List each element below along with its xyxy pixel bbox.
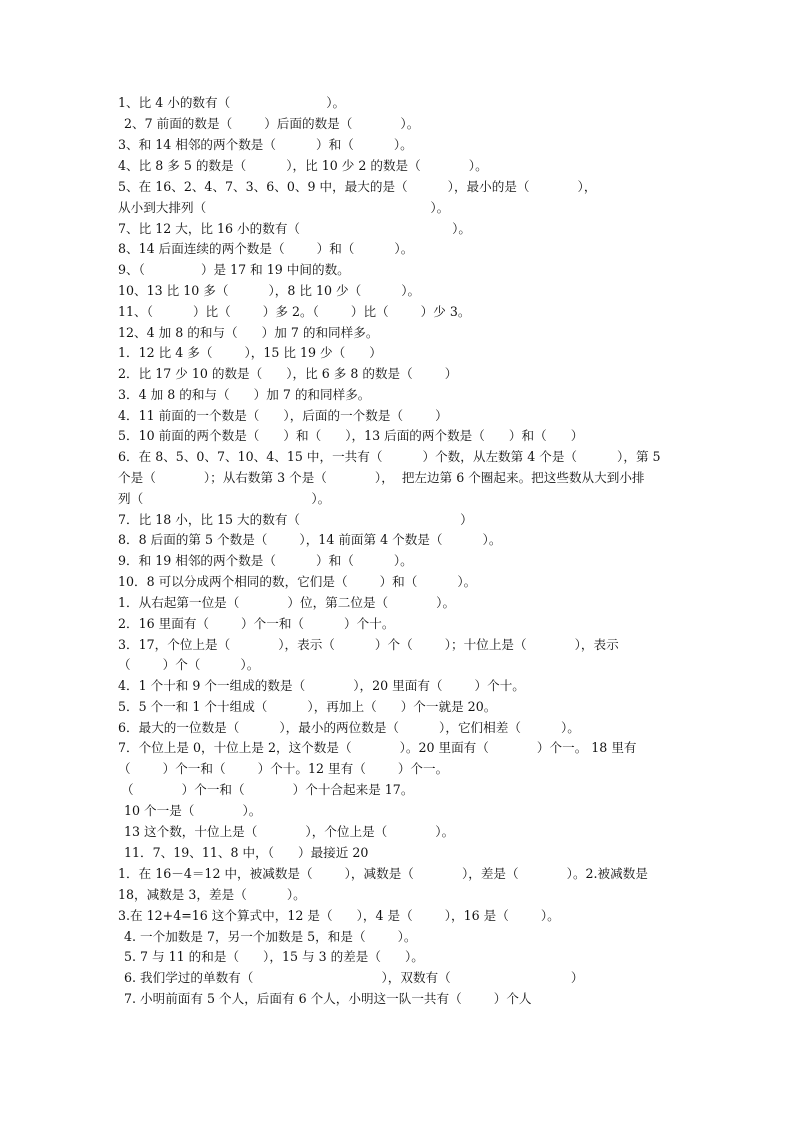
question-line: 7．比 18 小，比 15 大的数有（ ） (118, 512, 473, 527)
question-line: 7．个位上是 0，十位上是 2，这个数是（ ）。20 里面有（ ）个一。 18 里有 (118, 740, 637, 755)
question-line: 5．5 个一和 1 个十组成（ ），再加上（ ）个一就是 20。 (118, 699, 497, 714)
question-line: 4. 一个加数是 7，另一个加数是 5，和是（ ）。 (124, 929, 417, 944)
question-line: 5、在 16、2、4、7、3、6、0、9 中，最大的是（ ），最小的是（ ）， (118, 179, 597, 194)
question-line: （ ）个一和（ ）个十。12 里有（ ）个一。 (118, 761, 449, 776)
question-line: 13 这个数，十位上是（ ），个位上是（ ）。 (124, 824, 455, 839)
question-line: 6．最大的一位数是（ ），最小的两位数是（ ），它们相差（ ）。 (118, 720, 580, 735)
question-line: 3、和 14 相邻的两个数是（ ）和（ ）。 (118, 137, 413, 152)
question-line: 4、比 8 多 5 的数是（ ），比 10 少 2 的数是（ ）。 (118, 158, 488, 173)
question-line: 9、（ ）是 17 和 19 中间的数。 (118, 262, 350, 277)
question-line: 从小到大排列（ ）。 (118, 200, 450, 215)
question-line: 7、比 12 大，比 16 小的数有（ ）。 (118, 221, 472, 236)
question-line: 3．4 加 8 的和与（ ）加 7 的和同样多。 (118, 387, 371, 402)
question-line: 10．8 可以分成两个相同的数，它们是（ ）和（ ）。 (118, 574, 477, 589)
question-line: 3.在 12+4=16 这个算式中，12 是（ ），4 是（ ），16 是（ ）。 (118, 908, 560, 923)
question-line: 3．17，个位上是（ ），表示（ ）个（ ）；十位上是（ ），表示 (118, 637, 619, 652)
question-line: 4．1 个十和 9 个一组成的数是（ ），20 里面有（ ）个十。 (118, 678, 525, 693)
question-line: 1．在 16－4＝12 中，被减数是（ ），减数是（ ），差是（ ）。2.被减数是 (118, 866, 648, 881)
question-line: 6．在 8、5、0、7、10、4、15 中，一共有（ ）个数，从左数第 4 个是（ ），第 5 (118, 449, 661, 464)
question-line: （ ）个一和（ ）个十合起来是 17。 (121, 782, 414, 797)
question-line: 18，减数是 3，差是（ ）。 (118, 887, 306, 902)
question-line: 8．8 后面的第 5 个数是（ ），14 前面第 4 个数是（ ）。 (118, 532, 502, 547)
question-line: 4．11 前面的一个数是（ ），后面的一个数是（ ） (118, 408, 448, 423)
question-line: 1、比 4 小的数有（ ）。 (118, 95, 346, 110)
question-line: 7. 小明前面有 5 个人，后面有 6 个人，小明这一队一共有（ ）个人 (124, 991, 532, 1006)
question-line: 2．比 17 少 10 的数是（ ），比 6 多 8 的数是（ ） (118, 366, 458, 381)
question-line: 2、7 前面的数是（ ）后面的数是（ ）。 (124, 116, 420, 131)
question-line: 10、13 比 10 多（ ），8 比 10 少（ ）。 (118, 283, 421, 298)
question-line: 8、14 后面连续的两个数是（ ）和（ ）。 (118, 241, 414, 256)
question-line: （ ）个（ ）。 (118, 657, 260, 672)
question-line: 5. 7 与 11 的和是（ ），15 与 3 的差是（ ）。 (124, 949, 424, 964)
question-line: 2．16 里面有（ ）个一和（ ）个十。 (118, 616, 395, 631)
question-line: 1．从右起第一位是（ ）位，第二位是（ ）。 (118, 595, 456, 610)
question-line: 列（ ）。 (118, 491, 331, 506)
question-line: 11．7、19、11、8 中，（ ）最接近 20 (124, 845, 369, 860)
question-line: 5．10 前面的两个数是（ ）和（ ），13 后面的两个数是（ ）和（ ） (118, 428, 584, 443)
question-line: 个是（ ）；从右数第 3 个是（ ）， 把左边第 6 个圈起来。把这些数从大到小排 (118, 470, 645, 485)
question-line: 12、4 加 8 的和与（ ）加 7 的和同样多。 (118, 325, 379, 340)
question-line: 9．和 19 相邻的两个数是（ ）和（ ）。 (118, 553, 413, 568)
question-line: 11、（ ）比（ ）多 2。（ ）比（ ）少 3。 (118, 304, 471, 319)
question-line: 10 个一是（ ）。 (124, 803, 262, 818)
question-line: 1．12 比 4 多（ ），15 比 19 少（ ） (118, 345, 382, 360)
question-line: 6. 我们学过的单数有（ ），双数有（ ） (124, 970, 584, 985)
